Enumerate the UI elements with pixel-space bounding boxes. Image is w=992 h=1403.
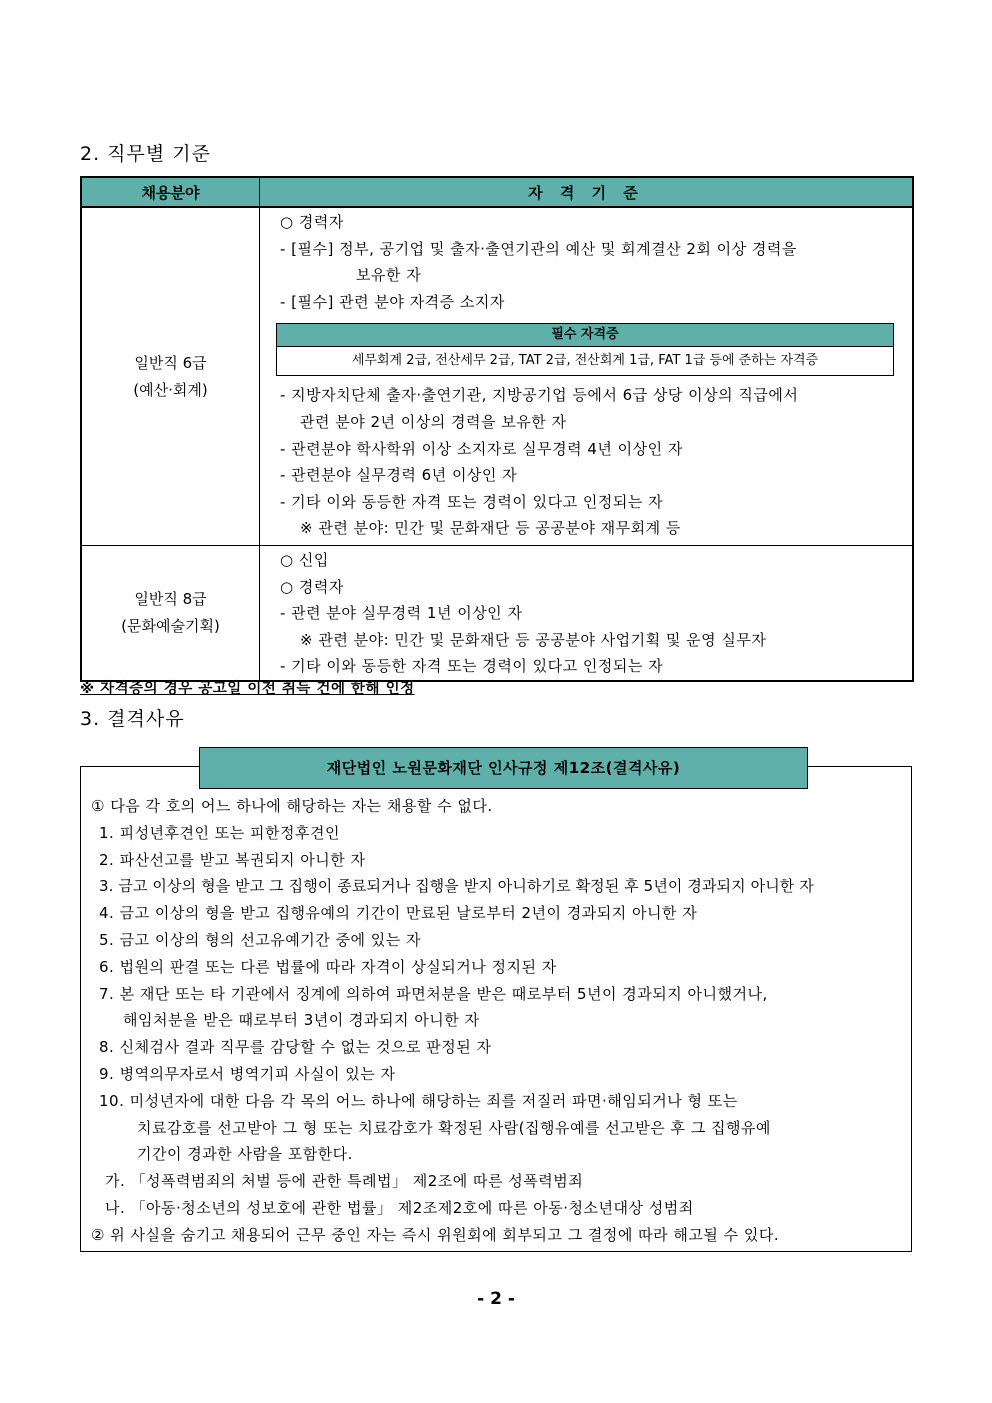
criteria-line: 보유한 자 bbox=[356, 266, 422, 285]
section-2-heading: 2. 직무별 기준 bbox=[80, 143, 211, 165]
regulation-line: 5. 금고 이상의 형의 선고유예기간 중에 있는 자 bbox=[99, 930, 422, 949]
regulation-line: 8. 신체검사 결과 직무를 감당할 수 없는 것으로 판정된 자 bbox=[99, 1038, 492, 1057]
regulation-line: ② 위 사실을 숨기고 채용되어 근무 중인 자는 즉시 위원회에 회부되고 그 결정에 따라 해고될 수 있다. bbox=[91, 1225, 780, 1244]
regulation-line: 6. 법원의 판결 또는 다른 법률에 따라 자격이 상실되거나 정지된 자 bbox=[99, 957, 557, 976]
criteria-line: - 기타 이와 동등한 자격 또는 경력이 있다고 인정되는 자 bbox=[280, 657, 664, 676]
criteria-cell bbox=[260, 546, 914, 681]
field-cell bbox=[81, 207, 260, 546]
regulation-line: 3. 금고 이상의 형을 받고 그 집행이 종료되거나 집행을 받지 아니하기로 확정된 후 5년이 경과되지 아니한 자 bbox=[99, 877, 814, 896]
criteria-line: 관련 분야 2년 이상의 경력을 보유한 자 bbox=[300, 412, 567, 431]
regulation-line: ① 다음 각 호의 어느 하나에 해당하는 자는 채용할 수 없다. bbox=[91, 797, 493, 815]
table-header-row bbox=[81, 177, 913, 207]
header-criteria: 자 격 기 준 bbox=[260, 177, 914, 207]
regulation-list bbox=[91, 793, 909, 1249]
criteria-line: - 관련분야 실무경력 6년 이상인 자 bbox=[280, 466, 518, 485]
criteria-line: ○ 신입 bbox=[280, 551, 329, 569]
header-field: 채용분야 bbox=[81, 177, 260, 207]
criteria-line: ○ 경력자 bbox=[280, 213, 344, 231]
regulation-line: 치료감호를 선고받아 그 형 또는 치료감호가 확정된 사람(집행유예를 선고받은 후 그 집행유예 bbox=[137, 1118, 771, 1137]
regulation-line: 1. 피성년후견인 또는 피한정후견인 bbox=[99, 823, 340, 842]
regulation-line: 해임처분을 받은 때로부터 3년이 경과되지 아니한 자 bbox=[123, 1011, 480, 1030]
regulation-line: 가. 「성폭력범죄의 처벌 등에 관한 특례법」 제2조에 따른 성폭력범죄 bbox=[105, 1172, 584, 1191]
regulation-line: 나. 「아동·청소년의 성보호에 관한 법률」 제2조제2호에 따른 아동·청소년대상 성범죄 bbox=[105, 1198, 694, 1217]
page-number: - 2 - bbox=[477, 1289, 515, 1309]
criteria-line: - 기타 이와 동등한 자격 또는 경력이 있다고 인정되는 자 bbox=[280, 492, 664, 511]
certificate-note: ※ 자격증의 경우 공고일 이전 취득 건에 한해 인정 bbox=[80, 681, 415, 697]
regulation-line: 2. 파산선고를 받고 복권되지 아니한 자 bbox=[99, 850, 366, 869]
regulation-line: 7. 본 재단 또는 타 기관에서 징계에 의하여 파면처분을 받은 때로부터 5년이 경과되지 아니했거나, bbox=[99, 984, 768, 1003]
criteria-line: - [필수] 관련 분야 자격증 소지자 bbox=[280, 292, 505, 311]
regulation-line: 기간이 경과한 사람을 포함한다. bbox=[137, 1145, 353, 1164]
table-row bbox=[81, 207, 913, 546]
regulation-line: 10. 미성년자에 대한 다음 각 목의 어느 하나에 해당하는 죄를 저질러 파면·해임되거나 형 또는 bbox=[99, 1091, 738, 1110]
field-title: 일반직 8급 bbox=[134, 589, 207, 608]
required-cert-box bbox=[276, 323, 894, 376]
criteria-note: ※ 관련 분야: 민간 및 문화재단 등 공공분야 재무회계 등 bbox=[300, 519, 681, 538]
criteria-line: - 지방자치단체 출자·출연기관, 지방공기업 등에서 6급 상당 이상의 직급에서 bbox=[280, 386, 799, 405]
criteria-line: - [필수] 정부, 공기업 및 출자·출연기관의 예산 및 회계결산 2회 이상 경력을 bbox=[280, 239, 797, 258]
criteria-note: ※ 관련 분야: 민간 및 문화재단 등 공공분야 사업기획 및 운영 실무자 bbox=[300, 630, 767, 649]
required-cert-head: 필수 자격증 bbox=[277, 324, 893, 347]
required-cert-body: 세무회계 2급, 전산세무 2급, TAT 2급, 전산회계 1급, FAT 1급 등에 준하는 자격증 bbox=[351, 353, 819, 369]
criteria-table bbox=[80, 176, 914, 682]
criteria-line: ○ 경력자 bbox=[280, 577, 344, 596]
regulation-title: 재단법인 노원문화재단 인사규정 제12조(결격사유) bbox=[199, 747, 808, 789]
regulation-line: 9. 병역의무자로서 병역기피 사실이 있는 자 bbox=[99, 1064, 396, 1083]
field-subtitle: (문화예술기획) bbox=[121, 616, 220, 635]
criteria-line: - 관련분야 학사학위 이상 소지자로 실무경력 4년 이상인 자 bbox=[280, 439, 683, 458]
field-subtitle: (예산·회계) bbox=[133, 380, 208, 399]
regulation-line: 4. 금고 이상의 형을 받고 집행유예의 기간이 만료된 날로부터 2년이 경과되지 아니한 자 bbox=[99, 904, 698, 923]
criteria-line: - 관련 분야 실무경력 1년 이상인 자 bbox=[280, 604, 523, 623]
criteria-cell bbox=[260, 207, 914, 546]
table-row bbox=[81, 546, 913, 681]
section-3-heading: 3. 결격사유 bbox=[80, 708, 185, 730]
field-title: 일반직 6급 bbox=[134, 353, 207, 372]
field-cell bbox=[81, 546, 260, 681]
